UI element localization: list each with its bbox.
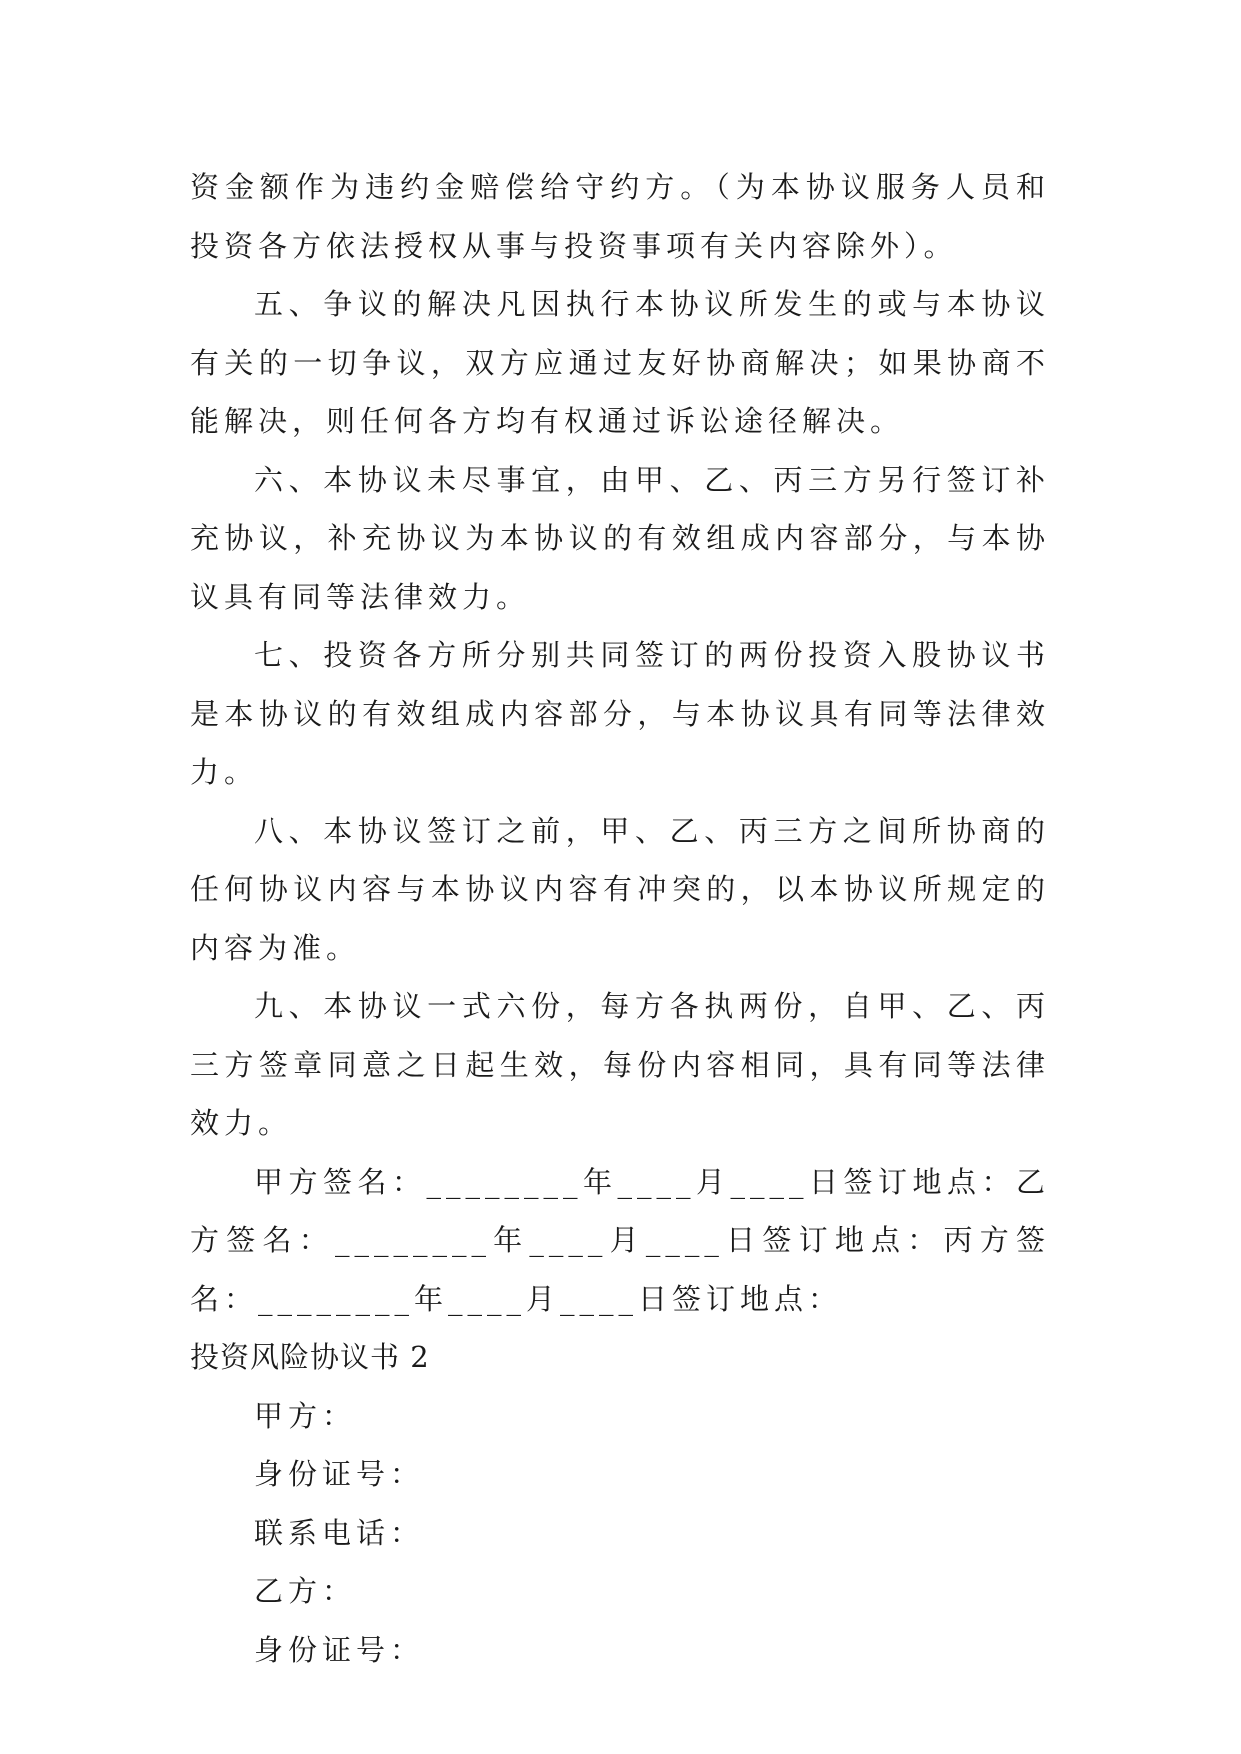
field-id-number-b: 身份证号： (254, 1632, 425, 1667)
paragraph-investment-share-agreements: 七、投资各方所分别共同签订的两份投资入股协议书是本协议的有效组成内容部分，与本协议具有同等法律效力。 (190, 638, 1050, 789)
field-id-number: 身份证号： (254, 1457, 425, 1491)
document-heading: 投资风险协议书 2 (190, 1340, 430, 1374)
paragraph-supplementary-agreement: 六、本协议未尽事宜，由甲、乙、丙三方另行签订补充协议，补充协议为本协议的有效组成内容部分，与本协议具有同等法律效力。 (190, 462, 1050, 614)
field-party-b: 乙方： (254, 1574, 357, 1608)
field-phone: 联系电话： (254, 1515, 425, 1550)
field-party-a: 甲方： (254, 1398, 357, 1433)
paragraph-signature-lines: 甲方签名：________年____月____日签订地点：乙方签名：________年____月____日签订地点：丙方签名：________年____月____日签订地点： (190, 1164, 1050, 1316)
paragraph-copies-and-effect: 九、本协议一式六份，每方各执两份，自甲、乙、丙三方签章同意之日起生效，每份内容相同，具有同等法律效力。 (190, 989, 1050, 1140)
paragraph-dispute-resolution: 五、争议的解决凡因执行本协议所发生的或与本协议有关的一切争议，双方应通过友好协商解决；如果协商不能解决，则任何各方均有权通过诉讼途径解决。 (190, 287, 1050, 438)
document-body (190, 158, 1050, 1679)
paragraph-conflict-precedence: 八、本协议签订之前，甲、乙、丙三方之间所协商的任何协议内容与本协议内容有冲突的，以本协议所规定的内容为准。 (190, 813, 1050, 965)
paragraph-penalty-clause: 资金额作为违约金赔偿给守约方。（为本协议服务人员和投资各方依法授权从事与投资事项有关内容除外）。 (190, 170, 1050, 263)
